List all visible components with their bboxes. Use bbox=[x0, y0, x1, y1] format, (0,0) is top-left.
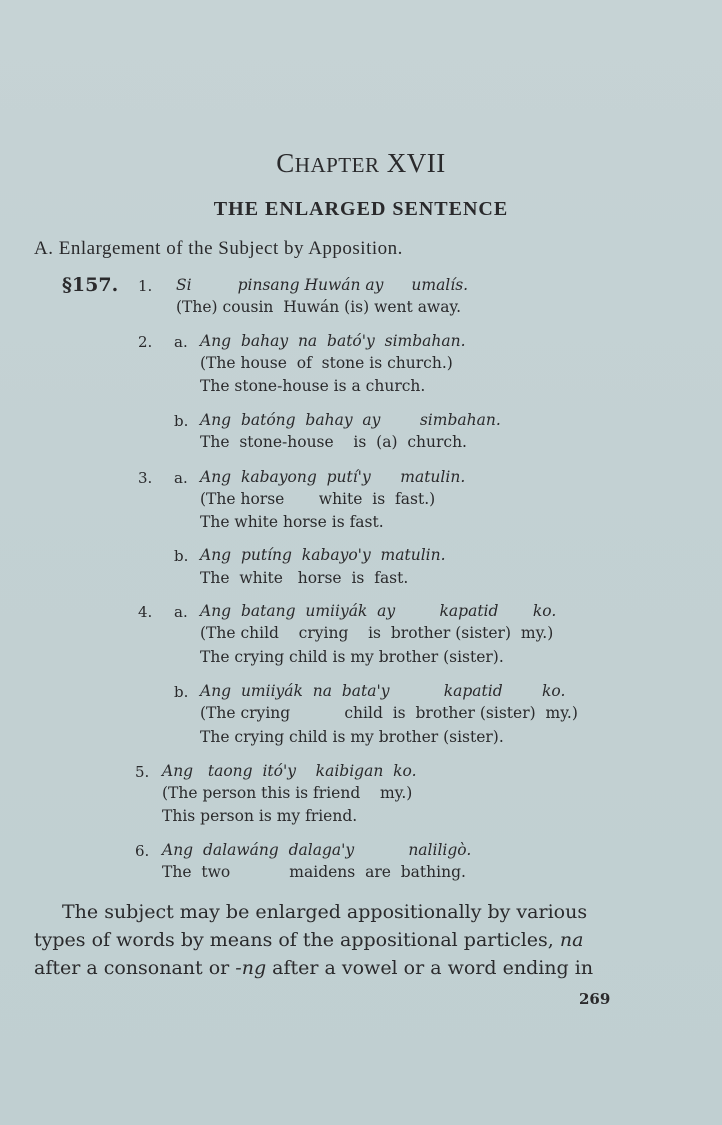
example-tagalog bbox=[176, 276, 468, 294]
example-number: 4. bbox=[138, 603, 153, 621]
body-italic-span: -ng bbox=[235, 957, 267, 979]
example-gloss: The white horse is fast. bbox=[200, 569, 409, 587]
tagalog-word: umalís. bbox=[411, 276, 469, 294]
example-number: 3. bbox=[138, 469, 153, 487]
example-gloss: (The person this is friend my.) bbox=[162, 784, 413, 802]
example-sub-letter: b. bbox=[174, 683, 189, 701]
example-sub-letter: b. bbox=[174, 412, 189, 430]
example-gloss: (The crying child is brother (sister) my.) bbox=[200, 704, 578, 722]
chapter-initial: C bbox=[276, 148, 295, 178]
paragraph-number: §157. bbox=[62, 274, 119, 296]
body-text-span: types of words by means of the appositional particles, bbox=[34, 929, 560, 951]
example-gloss: (The child crying is brother (sister) my.) bbox=[200, 624, 554, 642]
section-text: Enlargement of the Subject by Apposition. bbox=[58, 238, 403, 259]
example-gloss: (The horse white is fast.) bbox=[200, 490, 436, 508]
body-text-span: after a consonant or bbox=[34, 957, 236, 979]
body-line: The subject may be enlarged appositionally by various bbox=[62, 901, 588, 923]
example-number: 1. bbox=[138, 277, 153, 295]
example-sub-letter: b. bbox=[174, 547, 189, 565]
body-italic-span: na bbox=[559, 929, 584, 951]
example-translation: The crying child is my brother (sister). bbox=[200, 648, 504, 666]
body-line bbox=[34, 954, 674, 982]
example-translation: The crying child is my brother (sister). bbox=[200, 728, 504, 746]
body-line bbox=[34, 926, 674, 954]
tagalog-word: pinsang Huwán ay bbox=[237, 276, 384, 294]
example-tagalog: Ang bahay na bató'y simbahan. bbox=[200, 332, 466, 350]
body-text-span: after a vowel or a word ending in bbox=[266, 957, 594, 979]
example-gloss: The two maidens are bathing. bbox=[162, 863, 466, 881]
chapter-title bbox=[0, 148, 722, 179]
example-translation: The white horse is fast. bbox=[200, 513, 384, 531]
example-gloss: (The) cousin Huwán (is) went away. bbox=[176, 298, 462, 316]
example-tagalog: Ang umiiyák na bata'y kapatid ko. bbox=[200, 682, 566, 700]
chapter-heading: THE ENLARGED SENTENCE bbox=[213, 198, 509, 220]
example-tagalog: Ang taong itó'y kaibigan ko. bbox=[162, 762, 417, 780]
section-label: A. bbox=[34, 238, 54, 259]
page-number: 269 bbox=[579, 990, 611, 1008]
example-sub-letter: a. bbox=[174, 333, 188, 351]
section-heading bbox=[34, 238, 403, 260]
example-translation: This person is my friend. bbox=[162, 807, 358, 825]
example-number: 6. bbox=[135, 842, 150, 860]
example-tagalog: Ang dalawáng dalaga'y naliligò. bbox=[162, 841, 472, 859]
chapter-numeral: XVII bbox=[386, 148, 446, 178]
example-tagalog: Ang kabayong putí'y matulin. bbox=[200, 468, 466, 486]
example-translation: The stone-house is a church. bbox=[200, 377, 426, 395]
example-gloss: (The house of stone is church.) bbox=[200, 354, 453, 372]
example-tagalog: Ang batang umiiyák ay kapatid ko. bbox=[200, 602, 557, 620]
chapter-word: HAPTER bbox=[294, 153, 380, 177]
example-sub-letter: a. bbox=[174, 603, 188, 621]
example-number: 2. bbox=[138, 333, 153, 351]
example-tagalog: Ang putíng kabayo'y matulin. bbox=[200, 546, 446, 564]
example-gloss: The stone-house is (a) church. bbox=[200, 433, 467, 451]
tagalog-word: Si bbox=[176, 276, 192, 294]
example-sub-letter: a. bbox=[174, 469, 188, 487]
example-number: 5. bbox=[135, 763, 150, 781]
example-tagalog: Ang batóng bahay ay simbahan. bbox=[200, 411, 501, 429]
